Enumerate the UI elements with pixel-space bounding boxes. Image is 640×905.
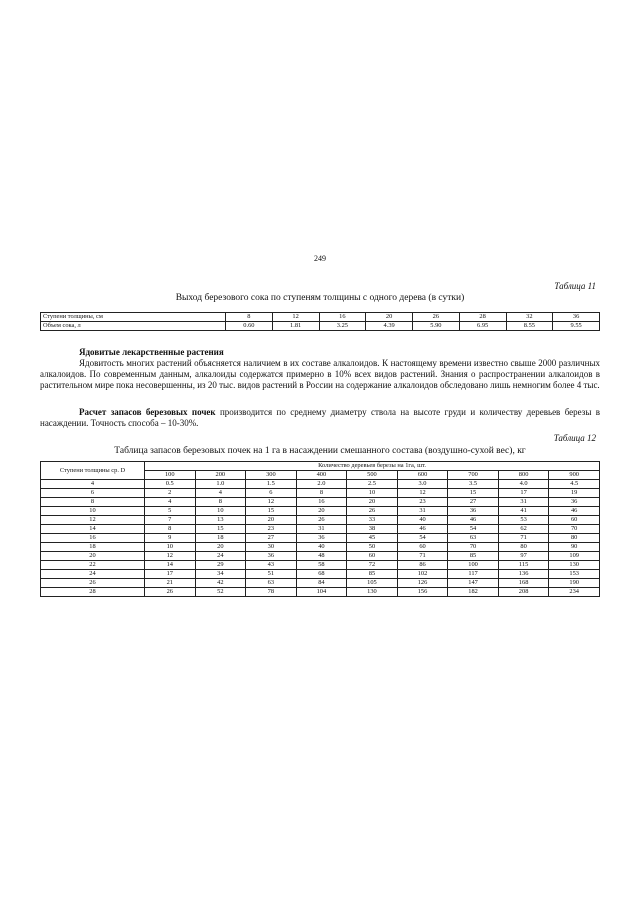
table-cell: 36 (549, 498, 600, 507)
table-cell: 84 (296, 579, 347, 588)
table-cell: 1.81 (272, 322, 319, 331)
table-cell: 62 (498, 525, 549, 534)
table-cell: 20 (296, 507, 347, 516)
table-cell: 70 (549, 525, 600, 534)
table-cell: 46 (397, 525, 448, 534)
table-cell: 4.39 (366, 322, 413, 331)
table-cell: 5 (145, 507, 196, 516)
table-row (41, 579, 600, 588)
table-cell: 168 (498, 579, 549, 588)
table-cell: 27 (246, 534, 297, 543)
table-cell: 1.5 (246, 480, 297, 489)
table-cell: 15 (246, 507, 297, 516)
table-12-title: Таблица запасов березовых почек на 1 га в насаждении смешанного состава (воздушно-сухой вес), кг (114, 446, 526, 456)
table-cell: 0.5 (145, 480, 196, 489)
table-cell: 71 (498, 534, 549, 543)
column-header-thickness: Ступени толщины ср. D (41, 462, 145, 480)
table-11-title: Выход березового сока по ступеням толщины с одного дерева (в сутки) (175, 293, 465, 303)
table-cell: 26 (296, 516, 347, 525)
table-cell: 190 (549, 579, 600, 588)
paragraph-rest: производится по среднему диаметру ствола на высоте груди и количеству деревьев березы в насаждении. Точность способа – 10-30%. (40, 407, 600, 428)
table-cell: 24 (195, 552, 246, 561)
table-cell: 60 (347, 552, 398, 561)
paragraph-bold-lead: Расчет запасов березовых почек (79, 407, 216, 417)
table-cell: 3.0 (397, 480, 448, 489)
table-cell: 12 (397, 489, 448, 498)
table-cell: 63 (246, 579, 297, 588)
table-cell: 45 (347, 534, 398, 543)
table-cell: 8 (195, 498, 246, 507)
table-cell: 182 (448, 588, 499, 597)
table-cell: 60 (549, 516, 600, 525)
table-cell: 15 (195, 525, 246, 534)
table-cell: 18 (41, 543, 145, 552)
column-header: 800 (498, 471, 549, 480)
table-cell: 136 (498, 570, 549, 579)
table-cell: 52 (195, 588, 246, 597)
table-cell: 40 (397, 516, 448, 525)
table-cell: 86 (397, 561, 448, 570)
table-cell: 41 (498, 507, 549, 516)
table-row (41, 516, 600, 525)
table-cell: 36 (553, 313, 600, 322)
paragraph-birch-buds (40, 407, 600, 429)
table-cell: 20 (366, 313, 413, 322)
table-cell: 0.60 (226, 322, 273, 331)
column-header: 600 (397, 471, 448, 480)
table-cell: 42 (195, 579, 246, 588)
row-header-volume: Объем сока, л (41, 322, 226, 331)
table-cell: 156 (397, 588, 448, 597)
table-cell: 20 (347, 498, 398, 507)
table-cell: 20 (195, 543, 246, 552)
table-cell: 17 (498, 489, 549, 498)
table-cell: 51 (246, 570, 297, 579)
table-cell: 102 (397, 570, 448, 579)
table-cell: 43 (246, 561, 297, 570)
table-cell: 27 (448, 498, 499, 507)
table-cell: 72 (347, 561, 398, 570)
table-cell: 6 (41, 489, 145, 498)
table-cell: 24 (41, 570, 145, 579)
table-cell: 48 (296, 552, 347, 561)
table-body (41, 480, 600, 597)
table-cell: 4.5 (549, 480, 600, 489)
table-cell: 208 (498, 588, 549, 597)
table-cell: 80 (549, 534, 600, 543)
table-cell: 14 (41, 525, 145, 534)
table-cell: 104 (296, 588, 347, 597)
table-cell: 85 (347, 570, 398, 579)
column-header: 400 (296, 471, 347, 480)
table-cell: 54 (448, 525, 499, 534)
table-row (41, 570, 600, 579)
table-row (41, 322, 600, 331)
table-cell: 10 (41, 507, 145, 516)
page-number: 249 (314, 254, 326, 263)
table-cell: 5.90 (413, 322, 460, 331)
table-cell: 22 (41, 561, 145, 570)
table-cell: 46 (549, 507, 600, 516)
table-row (41, 552, 600, 561)
table-cell: 105 (347, 579, 398, 588)
table-cell: 130 (347, 588, 398, 597)
table-cell: 1.0 (195, 480, 246, 489)
table-cell: 20 (41, 552, 145, 561)
table-cell: 29 (195, 561, 246, 570)
table-cell: 147 (448, 579, 499, 588)
table-cell: 36 (448, 507, 499, 516)
table-cell: 71 (397, 552, 448, 561)
table-cell: 6.95 (459, 322, 506, 331)
table-cell: 130 (549, 561, 600, 570)
table-cell: 26 (145, 588, 196, 597)
table-12-label: Таблица 12 (553, 433, 596, 443)
table-cell: 14 (145, 561, 196, 570)
table-cell: 10 (145, 543, 196, 552)
table-cell: 3.5 (448, 480, 499, 489)
table-row (41, 525, 600, 534)
table-cell: 26 (41, 579, 145, 588)
table-row (41, 534, 600, 543)
table-cell: 38 (347, 525, 398, 534)
table-cell: 26 (413, 313, 460, 322)
column-header: 100 (145, 471, 196, 480)
table-cell: 36 (246, 552, 297, 561)
table-cell: 7 (145, 516, 196, 525)
table-cell: 28 (459, 313, 506, 322)
table-cell: 100 (448, 561, 499, 570)
table-11-label: Таблица 11 (554, 281, 596, 291)
table-11 (40, 312, 600, 331)
table-cell: 21 (145, 579, 196, 588)
table-cell: 90 (549, 543, 600, 552)
column-header: 700 (448, 471, 499, 480)
table-cell: 97 (498, 552, 549, 561)
table-cell: 16 (296, 498, 347, 507)
table-cell: 8 (296, 489, 347, 498)
section-heading: Ядовитые лекарственные растения (79, 347, 224, 357)
table-cell: 6 (246, 489, 297, 498)
table-cell: 63 (448, 534, 499, 543)
table-cell: 115 (498, 561, 549, 570)
table-row (41, 313, 600, 322)
table-cell: 19 (549, 489, 600, 498)
table-cell: 153 (549, 570, 600, 579)
table-cell: 9 (145, 534, 196, 543)
table-row (41, 498, 600, 507)
table-row (41, 507, 600, 516)
table-cell: 3.25 (319, 322, 366, 331)
table-row (41, 588, 600, 597)
table-cell: 68 (296, 570, 347, 579)
table-cell: 8 (145, 525, 196, 534)
table-cell: 117 (448, 570, 499, 579)
paragraph-alkaloids: Ядовитость многих растений объясняется наличием в их составе алкалоидов. К настоящему времени известно свыше 2000 различных алкалоидов. По современным данным, алкалоиды содержатся примерно в 10% всех видов растений. Знания о распространении алкалоидов в растительном мире пока несовершенны, из 20 тыс. видов растений в России на содержание алкалоидов обследовано лишь немногим более 4 тыс. (40, 358, 600, 390)
table-cell: 4.0 (498, 480, 549, 489)
table-cell: 16 (41, 534, 145, 543)
table-cell: 9.55 (553, 322, 600, 331)
table-cell: 12 (246, 498, 297, 507)
table-cell: 4 (195, 489, 246, 498)
table-cell: 126 (397, 579, 448, 588)
column-group-header: Количество деревьев березы на 1га, шт. (145, 462, 600, 471)
table-cell: 31 (498, 498, 549, 507)
table-cell: 26 (347, 507, 398, 516)
table-cell: 78 (246, 588, 297, 597)
table-cell: 2.5 (347, 480, 398, 489)
table-cell: 13 (195, 516, 246, 525)
table-cell: 33 (347, 516, 398, 525)
table-cell: 53 (498, 516, 549, 525)
column-header: 500 (347, 471, 398, 480)
table-cell: 12 (145, 552, 196, 561)
table-cell: 18 (195, 534, 246, 543)
table-cell: 8 (41, 498, 145, 507)
table-cell: 15 (448, 489, 499, 498)
table-cell: 54 (397, 534, 448, 543)
table-row (41, 489, 600, 498)
row-header-thickness: Ступени толщины, см (41, 313, 226, 322)
table-cell: 23 (397, 498, 448, 507)
table-cell: 50 (347, 543, 398, 552)
table-cell: 23 (246, 525, 297, 534)
table-cell: 60 (397, 543, 448, 552)
table-cell: 31 (296, 525, 347, 534)
table-cell: 58 (296, 561, 347, 570)
table-cell: 17 (145, 570, 196, 579)
column-header: 300 (246, 471, 297, 480)
table-cell: 4 (145, 498, 196, 507)
table-cell: 40 (296, 543, 347, 552)
table-cell: 31 (397, 507, 448, 516)
table-cell: 85 (448, 552, 499, 561)
table-cell: 16 (319, 313, 366, 322)
table-cell: 2 (145, 489, 196, 498)
table-cell: 70 (448, 543, 499, 552)
table-cell: 4 (41, 480, 145, 489)
table-cell: 8.55 (506, 322, 553, 331)
table-cell: 80 (498, 543, 549, 552)
table-cell: 32 (506, 313, 553, 322)
table-cell: 34 (195, 570, 246, 579)
table-cell: 28 (41, 588, 145, 597)
table-row (41, 561, 600, 570)
table-cell: 46 (448, 516, 499, 525)
table-cell: 8 (226, 313, 273, 322)
table-cell: 10 (195, 507, 246, 516)
table-cell: 20 (246, 516, 297, 525)
table-cell: 109 (549, 552, 600, 561)
table-cell: 2.0 (296, 480, 347, 489)
table-12 (40, 461, 600, 597)
table-row (41, 543, 600, 552)
table-cell: 12 (272, 313, 319, 322)
table-cell: 234 (549, 588, 600, 597)
column-header: 900 (549, 471, 600, 480)
table-header-row (41, 462, 600, 471)
table-cell: 36 (296, 534, 347, 543)
column-header: 200 (195, 471, 246, 480)
table-cell: 30 (246, 543, 297, 552)
table-row (41, 480, 600, 489)
table-cell: 12 (41, 516, 145, 525)
table-cell: 10 (347, 489, 398, 498)
